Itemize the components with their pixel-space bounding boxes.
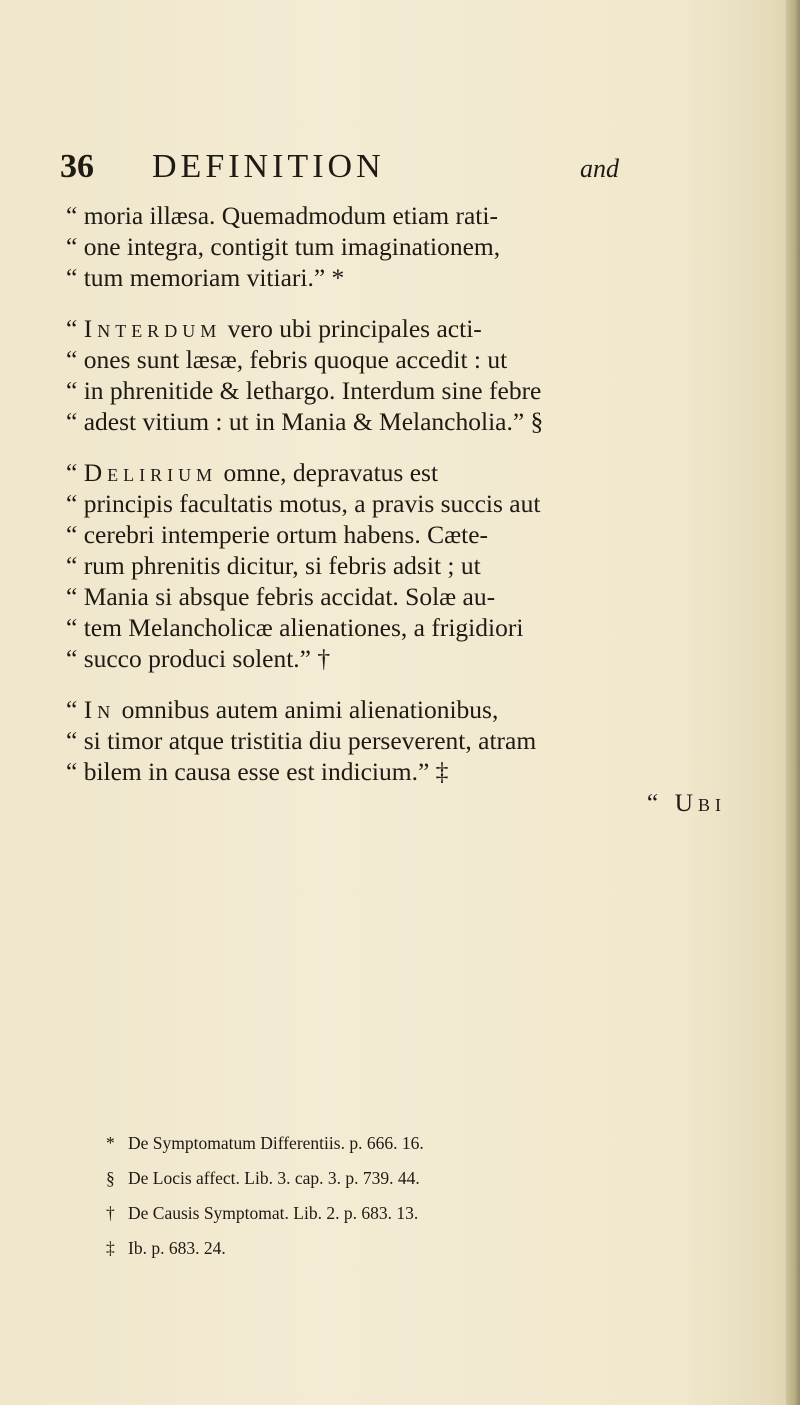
paragraph-2 [66,313,746,437]
footnotes [106,1126,746,1266]
footnote [106,1161,746,1196]
text-line: “ succo produci solent.” † [66,644,331,673]
text-line: “ one integra, contigit tum imaginationem, [66,232,501,261]
footnote-mark: ‡ [106,1238,115,1258]
footnote-text: De Symptomatum Differentiis. p. 666. 16. [128,1133,424,1153]
text-line: “ rum phrenitis dicitur, si febris adsit ; ut [66,551,481,580]
line-rest: omnibus autem animi alienationibus, [115,695,499,724]
text-line: “ adest vitium : ut in Mania & Melancholia.” § [66,407,544,436]
catchword: “ Ubi [646,788,726,817]
footnote-text: De Causis Symptomat. Lib. 2. p. 683. 13. [128,1203,419,1223]
running-header [60,148,760,192]
footnote-mark: * [106,1133,115,1153]
footnote [106,1196,746,1231]
footnote [106,1126,746,1161]
text-line: “ si timor atque tristitia diu perseverent, atram [66,726,537,755]
footnote-text: De Locis affect. Lib. 3. cap. 3. p. 739. 44. [128,1168,420,1188]
running-title-suffix: and [580,154,619,183]
line-rest: vero ubi principales acti- [221,314,482,343]
text-line: “ ones sunt læsæ, febris quoque accedit : ut [66,345,508,374]
lead-word: In [83,695,116,724]
text-line: “ moria illæsa. Quemadmodum etiam rati- [66,201,498,230]
lead-word: Interdum [83,314,222,343]
text-line: “ cerebri intemperie ortum habens. Cæte- [66,520,489,549]
footnote-text: Ib. p. 683. 24. [128,1238,226,1258]
text-line: “ In omnibus autem animi alienationibus, [66,695,499,724]
paragraph-1 [66,200,746,293]
text-line: “ in phrenitide & lethargo. Interdum sine febre [66,376,542,405]
running-title: DEFINITION [152,148,385,185]
footnote-mark: † [106,1203,115,1223]
line-rest: omne, depravatus est [217,458,439,487]
text-line: “ tum memoriam vitiari.” * [66,263,345,292]
paragraph-4 [66,694,746,787]
text-line: “ Interdum vero ubi principales acti- [66,314,482,343]
footnote [106,1231,746,1266]
page-edge [786,0,800,1405]
text-line: “ principis facultatis motus, a pravis succis aut [66,489,541,518]
text-line: “ Delirium omne, depravatus est [66,458,439,487]
paragraph-3 [66,457,746,674]
main-text [66,200,746,818]
text-line: “ tem Melancholicæ alienationes, a frigidiori [66,613,524,642]
text-line: “ Mania si absque febris accidat. Solæ au- [66,582,496,611]
footnote-mark: § [106,1168,115,1188]
lead-word: Delirium [83,458,218,487]
text-line: “ bilem in causa esse est indicium.” ‡ [66,757,449,786]
page-number: 36 [60,148,94,185]
